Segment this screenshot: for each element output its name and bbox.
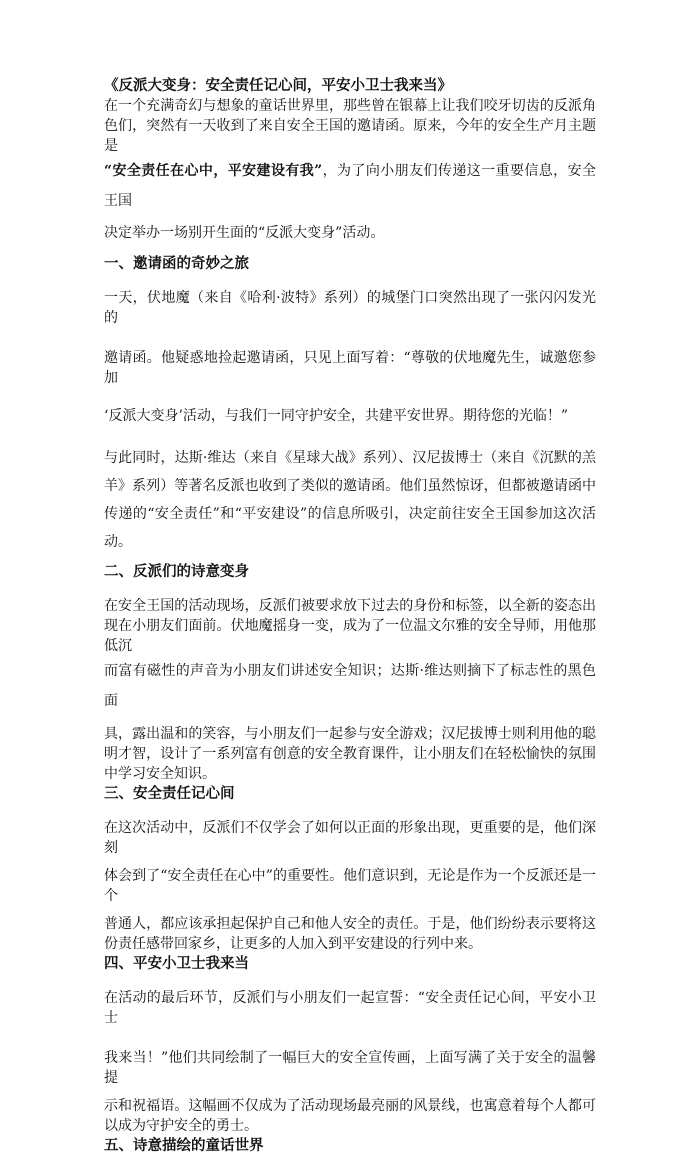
- section-heading-4: 四、平安小卫士我来当: [104, 955, 249, 972]
- section-heading-3: 三、安全责任记心间: [104, 785, 235, 802]
- section-1-line-1: 一天，伏地魔（来自《哈利·波特》系列）的城堡门口突然出现了一张闪闪发光的: [104, 290, 596, 326]
- section-2-paragraph-2: 而富有磁性的声音为小朋友们讲述安全知识；达斯·维达则摘下了标志性的黑色面: [104, 663, 596, 709]
- section-4-line-2: 我来当！”他们共同绘制了一幅巨大的安全宣传画，上面写满了关于安全的温馨提: [104, 1050, 596, 1086]
- document-title: 《反派大变身：安全责任记心间，平安小卫士我来当》: [104, 77, 452, 94]
- section-3-line-1: 在这次活动中，反派们不仅学会了如何以正面的形象出现，更重要的是，他们深刻: [104, 820, 596, 856]
- section-3-line-2: 体会到了“安全责任在心中”的重要性。他们意识到，无论是作为一个反派还是一个: [104, 868, 596, 904]
- intro-paragraph-3: 决定举办一场别开生面的“反派大变身”活动。: [104, 225, 385, 241]
- section-1-paragraph-2: 与此同时，达斯·维达（来自《星球大战》系列）、汉尼拔博士（来自《沉默的羔羊》系列）等著名反派也收到了类似的邀请函。他们虽然惊讶，但都被邀请函中传递的“安全责任”和“平安建设”的信息所吸引，决定前往安全王国参加这次活动。: [104, 450, 596, 550]
- section-heading-2: 二、反派们的诗意变身: [104, 563, 249, 580]
- document-body: [104, 76, 596, 1156]
- section-4-paragraph-2: 示和祝福语。这幅画不仅成为了活动现场最亮丽的风景线，也寓意着每个人都可以成为守护安全的勇士。: [104, 1098, 596, 1134]
- theme-emphasis: “安全责任在心中，平安建设有我”: [104, 163, 323, 179]
- section-1-line-2: 邀请函。他疑惑地捡起邀请函，只见上面写着：“尊敬的伏地魔先生，诚邀您参加: [104, 350, 596, 386]
- section-heading-1: 一、邀请函的奇妙之旅: [104, 255, 249, 272]
- section-2-paragraph-1: 在安全王国的活动现场，反派们被要求放下过去的身份和标签，以全新的姿态出现在小朋友们面前。伏地魔摇身一变，成为了一位温文尔雅的安全导师，用他那低沉: [104, 598, 596, 654]
- section-3-paragraph-2: 普通人，都应该承担起保护自己和他人安全的责任。于是，他们纷纷表示要将这份责任感带回家乡，让更多的人加入到平安建设的行列中来。: [104, 916, 596, 952]
- section-2-paragraph-3: 具，露出温和的笑容，与小朋友们一起参与安全游戏；汉尼拔博士则利用他的聪明才智，设计了一系列富有创意的安全教育课件，让小朋友们在轻松愉快的氛围中学习安全知识。: [104, 726, 596, 782]
- section-1-line-3: ‘反派大变身’活动，与我们一同守护安全，共建平安世界。期待您的光临！”: [104, 408, 569, 424]
- intro-paragraph-2: [104, 156, 596, 216]
- section-4-line-1: 在活动的最后环节，反派们与小朋友们一起宣誓：“安全责任记心间，平安小卫士: [104, 990, 596, 1026]
- section-heading-5: 五、诗意描绘的童话世界: [104, 1137, 264, 1154]
- intro-paragraph-2-rest: ，为了向小朋友们传递这一重要信息，安全王国: [104, 163, 596, 209]
- intro-paragraph-1: 在一个充满奇幻与想象的童话世界里，那些曾在银幕上让我们咬牙切齿的反派角色们，突然有一天收到了来自安全王国的邀请函。原来，今年的安全生产月主题是: [104, 98, 596, 154]
